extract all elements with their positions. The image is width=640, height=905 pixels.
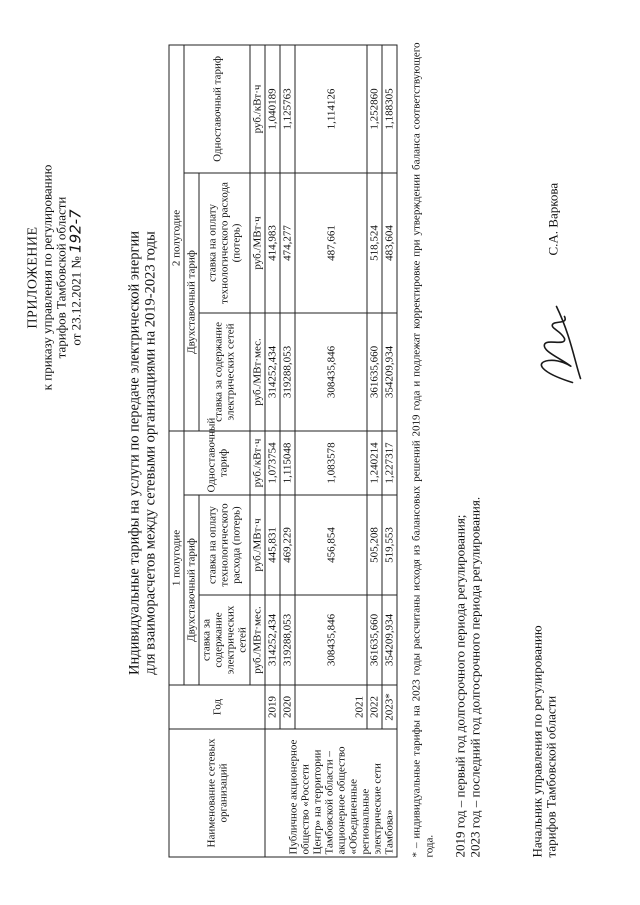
- appendix-header: [26, 112, 83, 442]
- cell-h1-one: 1,227317: [382, 430, 397, 494]
- cell-h1-maint: 361635,660: [367, 595, 382, 685]
- header-maint-h1: ставка за содержание электрических сетей: [199, 595, 250, 685]
- cell-year: 2021: [295, 685, 367, 729]
- cell-h2-maint: 361635,660: [367, 312, 382, 430]
- footnote: * – индивидуальные тарифы на 2023 годы рассчитаны исходя из балансовых решений 2019 года и подлежат корректировке при утверждении баланса соответствующего года.: [410, 42, 435, 857]
- organization-name: Публичное акционерное общество «Россети Центр» на территории Тамбовской области – акционерное общество «Объединенные региональные электрические сети Тамбова»: [265, 729, 397, 857]
- period-note-line2: 2023 год – последний год долгосрочного периода регулирования.: [467, 496, 482, 857]
- cell-year: 2023*: [382, 685, 397, 729]
- appendix-line2: тарифов Тамбовской области: [53, 196, 68, 358]
- cell-h1-loss: 469,229: [280, 495, 295, 595]
- cell-h2-one: 1,040189: [265, 44, 280, 172]
- cell-year: 2019: [265, 685, 280, 729]
- header-one-part-h2: Одноставочный тариф: [184, 44, 250, 172]
- unit-loss-h2: руб./МВт·ч: [250, 172, 265, 312]
- header-two-part-h1: Двухставочный тариф: [184, 495, 199, 685]
- order-number-handwritten: 192-7: [66, 208, 84, 253]
- header-half2: 2 полугодие: [169, 44, 184, 430]
- cell-h2-one: 1,252860: [367, 44, 382, 172]
- appendix-date: от 23.12.2021 №: [68, 255, 83, 346]
- cell-h1-maint: 314252,434: [265, 595, 280, 685]
- cell-h1-maint: 319288,053: [280, 595, 295, 685]
- document-title: [126, 0, 158, 905]
- unit-one-h2: руб./кВт·ч: [250, 44, 265, 172]
- cell-h1-one: 1,240214: [367, 430, 382, 494]
- cell-h2-maint: 319288,053: [280, 312, 295, 430]
- cell-h1-loss: 456,854: [295, 495, 367, 595]
- cell-h2-one: 1,114126: [295, 44, 367, 172]
- position-line2: тарифов Тамбовской области: [543, 695, 558, 857]
- cell-h1-maint: 354209,934: [382, 595, 397, 685]
- appendix-line3: [68, 112, 83, 442]
- cell-h1-maint: 308435,846: [295, 595, 367, 685]
- cell-h2-loss: 518,524: [367, 172, 382, 312]
- signatory-position: [530, 625, 558, 857]
- header-year: Год: [169, 685, 265, 729]
- period-note-line1: 2019 год – первый год долгосрочного периода регулирования;: [452, 514, 467, 857]
- signatory-name: С.А. Варкова: [545, 182, 560, 255]
- header-maint-h2: ставка за содержание электрических сетей: [199, 312, 250, 430]
- table-header-row: [169, 44, 184, 856]
- cell-h1-loss: 445,831: [265, 495, 280, 595]
- handwritten-signature: [520, 300, 590, 390]
- title-line2: для взаиморасчетов между сетевыми организациями на 2019-2023 годы: [142, 230, 158, 675]
- period-note: [452, 496, 482, 857]
- header-name: Наименование сетевых организаций: [169, 729, 265, 857]
- cell-h1-one: 1,115048: [280, 430, 295, 494]
- header-two-part-h2: Двухставочный тариф: [184, 172, 199, 430]
- cell-h2-loss: 483,604: [382, 172, 397, 312]
- unit-maint-h2: руб./МВт·мес.: [250, 312, 265, 430]
- cell-h2-maint: 308435,846: [295, 312, 367, 430]
- cell-h2-maint: 314252,434: [265, 312, 280, 430]
- header-half1: 1 полугодие: [169, 430, 184, 684]
- appendix-line1: к приказу управления по регулированию: [39, 164, 54, 390]
- cell-h2-one: 1,125763: [280, 44, 295, 172]
- appendix-title: ПРИЛОЖЕНИЕ: [25, 225, 40, 329]
- cell-h1-loss: 505,208: [367, 495, 382, 595]
- cell-h1-loss: 519,553: [382, 495, 397, 595]
- cell-h1-one: 1,073754: [265, 430, 280, 494]
- position-line1: Начальник управления по регулированию: [529, 624, 544, 857]
- tariff-table: [168, 44, 397, 857]
- cell-h2-one: 1,188305: [382, 44, 397, 172]
- header-one-part-h1: Одноставочный тариф: [184, 430, 250, 494]
- cell-h2-maint: 354209,934: [382, 312, 397, 430]
- header-loss-h1: ставка на оплату технологического расхода (потерь): [199, 495, 250, 595]
- cell-h2-loss: 414,983: [265, 172, 280, 312]
- title-line1: Индивидуальные тарифы на услуги по передаче электрической энергии: [126, 230, 142, 675]
- cell-h2-loss: 474,277: [280, 172, 295, 312]
- unit-one-h1: руб./кВт·ч: [250, 430, 265, 494]
- cell-year: 2020: [280, 685, 295, 729]
- cell-year: 2022: [367, 685, 382, 729]
- unit-loss-h1: руб./МВт·ч: [250, 495, 265, 595]
- table-row: [265, 44, 280, 856]
- header-loss-h2: ставка на оплату технологического расхода (потерь): [199, 172, 250, 312]
- cell-h2-loss: 487,661: [295, 172, 367, 312]
- cell-h1-one: 1,083578: [295, 430, 367, 494]
- unit-maint-h1: руб./МВт·мес.: [250, 595, 265, 685]
